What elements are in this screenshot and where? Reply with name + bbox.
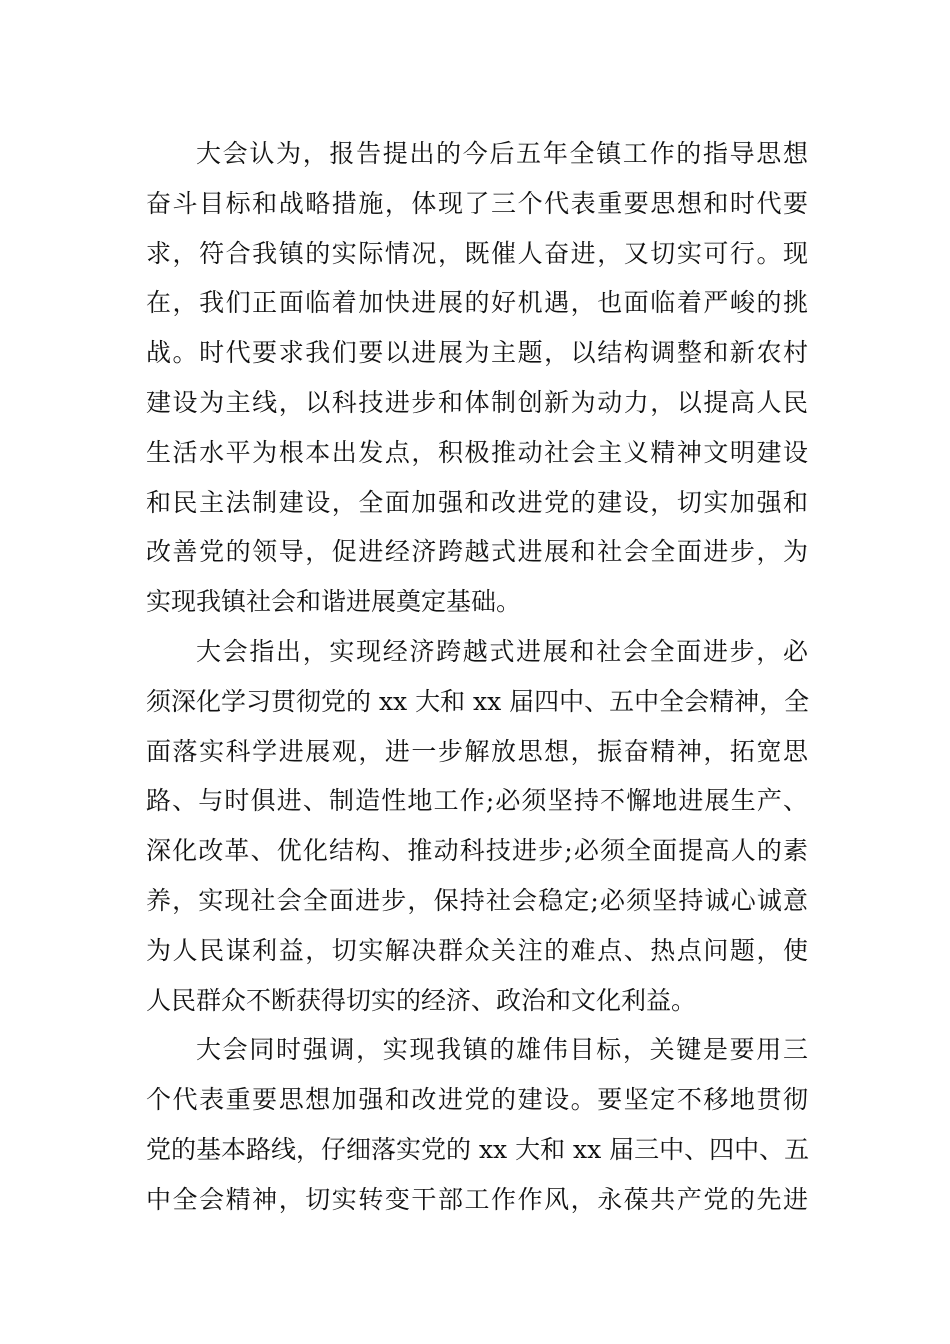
paragraph-1 [146,129,808,627]
paragraph-2 [146,627,808,1025]
text-line: 在，我们正面临着加快进展的好机遇，也面临着严峻的挑 [146,288,808,318]
text-line: 人民群众不断获得切实的经济、政治和文化利益。 [146,985,697,1015]
text-line: 面落实科学进展观，进一步解放思想，振奋精神，拓宽思 [146,736,808,766]
text-line: 大会认为，报告提出的今后五年全镇工作的指导思想 [196,139,808,168]
text-line: 和民主法制建设，全面加强和改进党的建设，切实加强和 [146,487,808,517]
text-line: 为人民谋利益，切实解决群众关注的难点、热点问题，使 [146,935,808,965]
text-line: 战。时代要求我们要以进展为主题，以结构调整和新农村 [146,338,808,368]
text-line: 求，符合我镇的实际情况，既催人奋进，又切实可行。现 [146,238,808,268]
text-line: 深化改革、优化结构、推动科技进步;必须全面提高人的素 [146,836,808,866]
text-line: 生活水平为根本出发点，积极推动社会主义精神文明建设 [146,437,808,467]
text-line: 须深化学习贯彻党的 xx 大和 xx 届四中、五中全会精神，全 [146,686,810,716]
text-line: 实现我镇社会和谐进展奠定基础。 [146,587,522,617]
text-line: 大会同时强调，实现我镇的雄伟目标，关键是要用三 [196,1035,808,1065]
text-line: 奋斗目标和战略措施，体现了三个代表重要思想和时代要 [146,188,808,218]
paragraph-3 [146,1025,808,1224]
text-line: 改善党的领导，促进经济跨越式进展和社会全面进步，为 [146,537,808,567]
text-line: 建设为主线，以科技进步和体制创新为动力，以提高人民 [146,387,808,417]
text-line: 路、与时俱进、制造性地工作;必须坚持不懈地进展生产、 [146,786,808,816]
text-line: 大会指出，实现经济跨越式进展和社会全面进步，必 [196,636,808,666]
text-line: 养，实现社会全面进步，保持社会稳定;必须坚持诚心诚意 [146,885,808,915]
text-line: 个代表重要思想加强和改进党的建设。要坚定不移地贯彻 [146,1085,808,1115]
text-line: 中全会精神，切实转变干部工作作风，永葆共产党的先进 [146,1184,808,1214]
text-line: 党的基本路线，仔细落实党的 xx 大和 xx 届三中、四中、五 [146,1134,810,1164]
document-body [146,129,808,1225]
